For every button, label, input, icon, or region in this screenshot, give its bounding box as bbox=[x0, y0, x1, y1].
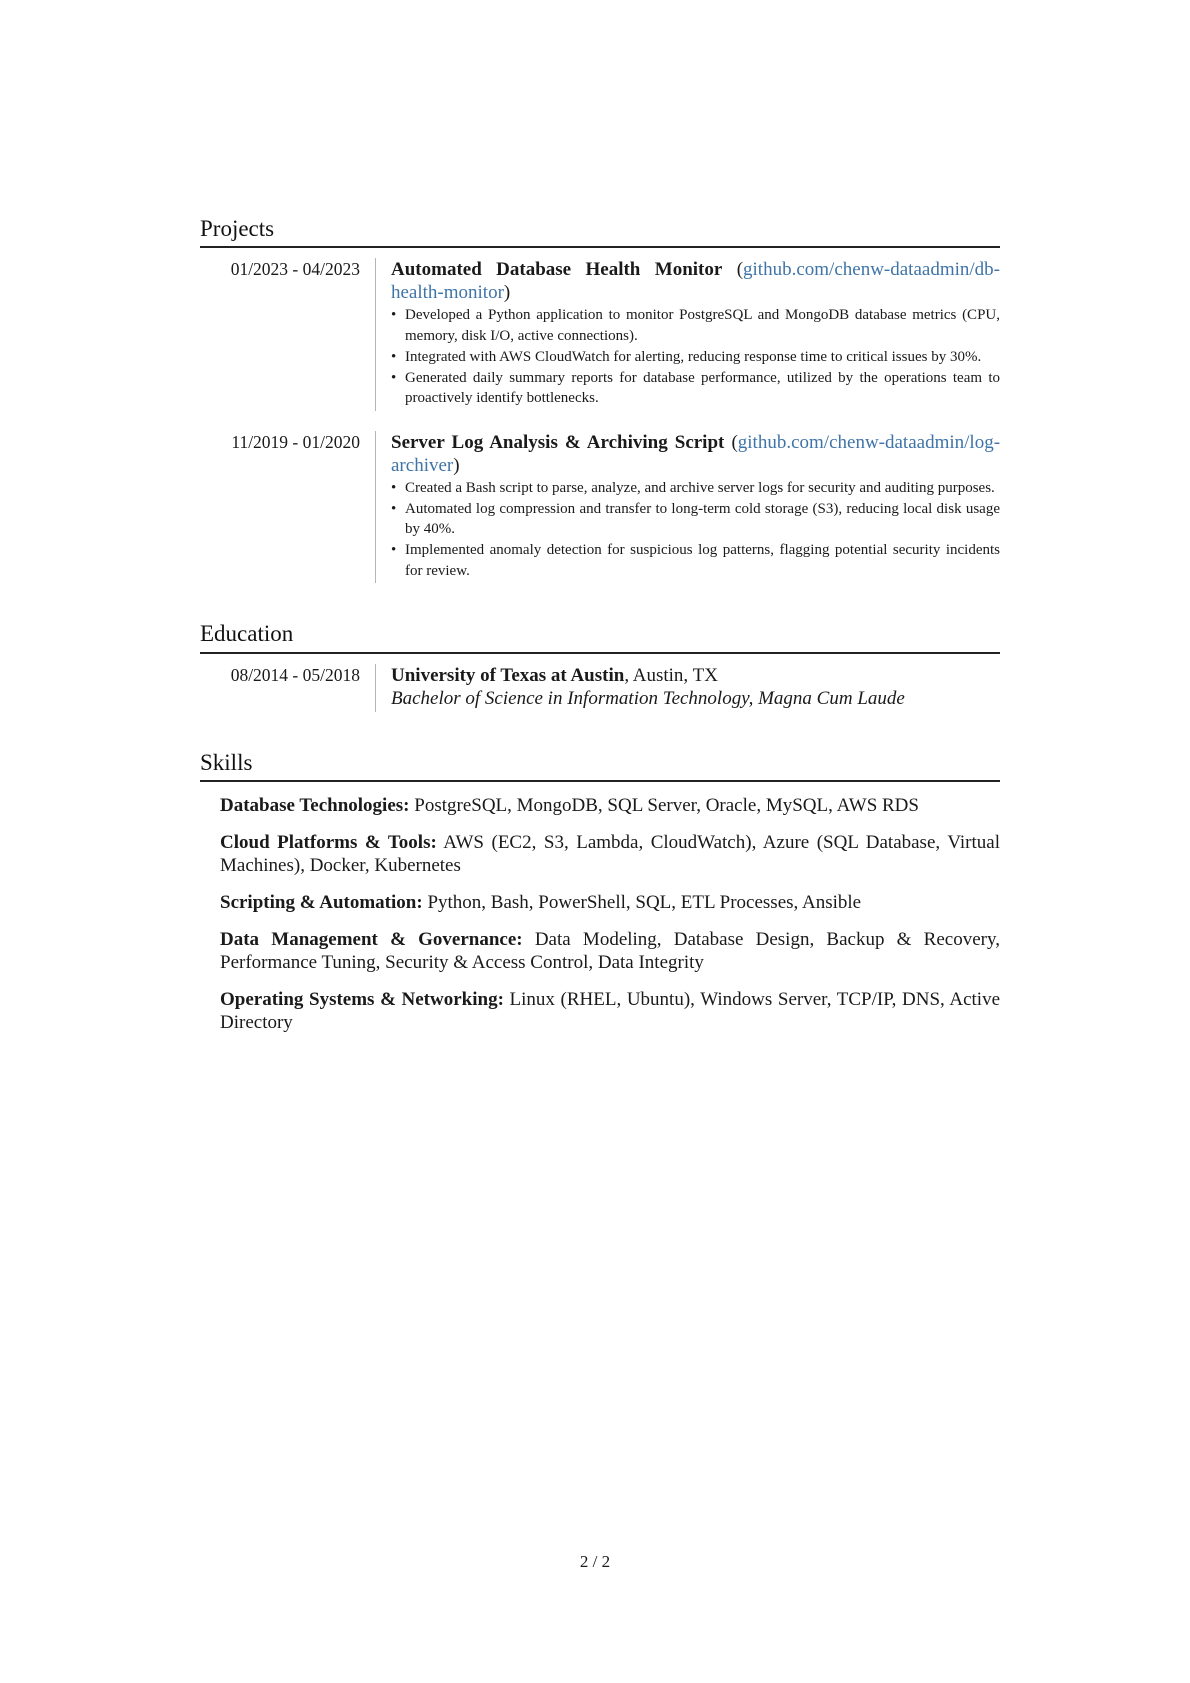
education-section bbox=[200, 621, 1000, 711]
education-body bbox=[375, 664, 1000, 712]
project-entry bbox=[200, 258, 1000, 411]
skill-label: Database Technologies: bbox=[220, 795, 410, 817]
skill-item bbox=[220, 891, 1000, 914]
skills-list bbox=[200, 792, 1000, 1034]
bullet-item: • Integrated with AWS CloudWatch for alerting, reducing response time to critical issues by 30%. bbox=[391, 347, 1000, 368]
education-entry bbox=[200, 664, 1000, 712]
school-location: , Austin, TX bbox=[624, 664, 718, 686]
page-number: 2 / 2 bbox=[579, 1552, 611, 1571]
section-title-education: Education bbox=[200, 621, 1000, 653]
project-date: 11/2019 - 01/2020 bbox=[231, 431, 360, 452]
resume-page bbox=[200, 216, 1000, 1072]
skill-value: Linux (RHEL, Ubuntu), Windows Server, TCP/IP, DNS, Active Directory bbox=[220, 989, 1001, 1034]
project-title-line bbox=[391, 258, 1000, 304]
bullet-item: • Generated daily summary reports for database performance, utilized by the operations team to proactively identify bottlenecks. bbox=[391, 368, 1000, 409]
skill-label: Data Management & Governance: bbox=[220, 929, 523, 951]
skill-item bbox=[220, 988, 1000, 1034]
project-bullets bbox=[391, 478, 1000, 582]
skill-value: PostgreSQL, MongoDB, SQL Server, Oracle, MySQL, AWS RDS bbox=[409, 795, 919, 817]
skill-item bbox=[220, 794, 1000, 817]
project-bullets bbox=[391, 305, 1000, 409]
skill-label: Scripting & Automation: bbox=[220, 892, 423, 914]
bullet-item: • Automated log compression and transfer to long-term cold storage (S3), reducing local disk usage by 40%. bbox=[391, 499, 1000, 540]
school-name: University of Texas at Austin bbox=[391, 664, 625, 686]
project-name: Server Log Analysis & Archiving Script bbox=[391, 431, 725, 453]
project-link[interactable]: github.com/chenw-dataadmin/log-archiver bbox=[391, 431, 1001, 476]
project-link[interactable]: github.com/chenw-dataadmin/db-health-monitor bbox=[391, 259, 1000, 304]
link-open-paren: ( bbox=[724, 431, 738, 453]
education-date: 08/2014 - 05/2018 bbox=[230, 664, 360, 685]
project-title-line bbox=[391, 431, 1000, 477]
section-title-skills: Skills bbox=[200, 750, 1000, 782]
skill-item bbox=[220, 928, 1000, 974]
bullet-item: • Developed a Python application to monitor PostgreSQL and MongoDB database metrics (CPU, memory, disk I/O, active connections). bbox=[391, 305, 1000, 346]
skill-item bbox=[220, 831, 1000, 877]
project-entry bbox=[200, 431, 1000, 584]
skill-value: Python, Bash, PowerShell, SQL, ETL Processes, Ansible bbox=[422, 892, 862, 914]
skill-value: Data Modeling, Database Design, Backup & Recovery, Performance Tuning, Security & Access Control, Data Integrity bbox=[220, 929, 1001, 974]
skill-label: Cloud Platforms & Tools: bbox=[220, 832, 437, 854]
bullet-item: • Implemented anomaly detection for suspicious log patterns, flagging potential security incidents for review. bbox=[391, 540, 1000, 581]
skill-label: Operating Systems & Networking: bbox=[220, 989, 504, 1011]
bullet-item: • Created a Bash script to parse, analyze, and archive server logs for security and auditing purposes. bbox=[391, 478, 1000, 499]
link-close-paren: ) bbox=[503, 282, 511, 304]
project-name: Automated Database Health Monitor bbox=[391, 259, 723, 281]
section-title-projects: Projects bbox=[200, 216, 1000, 248]
link-close-paren: ) bbox=[453, 454, 460, 476]
skills-section bbox=[200, 750, 1000, 1034]
project-date: 01/2023 - 04/2023 bbox=[230, 259, 360, 280]
education-degree: Bachelor of Science in Information Technology, Magna Cum Laude bbox=[391, 687, 905, 709]
skill-value: AWS (EC2, S3, Lambda, CloudWatch), Azure (SQL Database, Virtual Machines), Docker, Kubernetes bbox=[220, 832, 1000, 877]
project-body bbox=[375, 431, 1000, 584]
project-body bbox=[375, 258, 1000, 411]
education-school-line bbox=[391, 664, 1000, 687]
projects-section bbox=[200, 216, 1000, 583]
link-open-paren: ( bbox=[722, 259, 744, 281]
